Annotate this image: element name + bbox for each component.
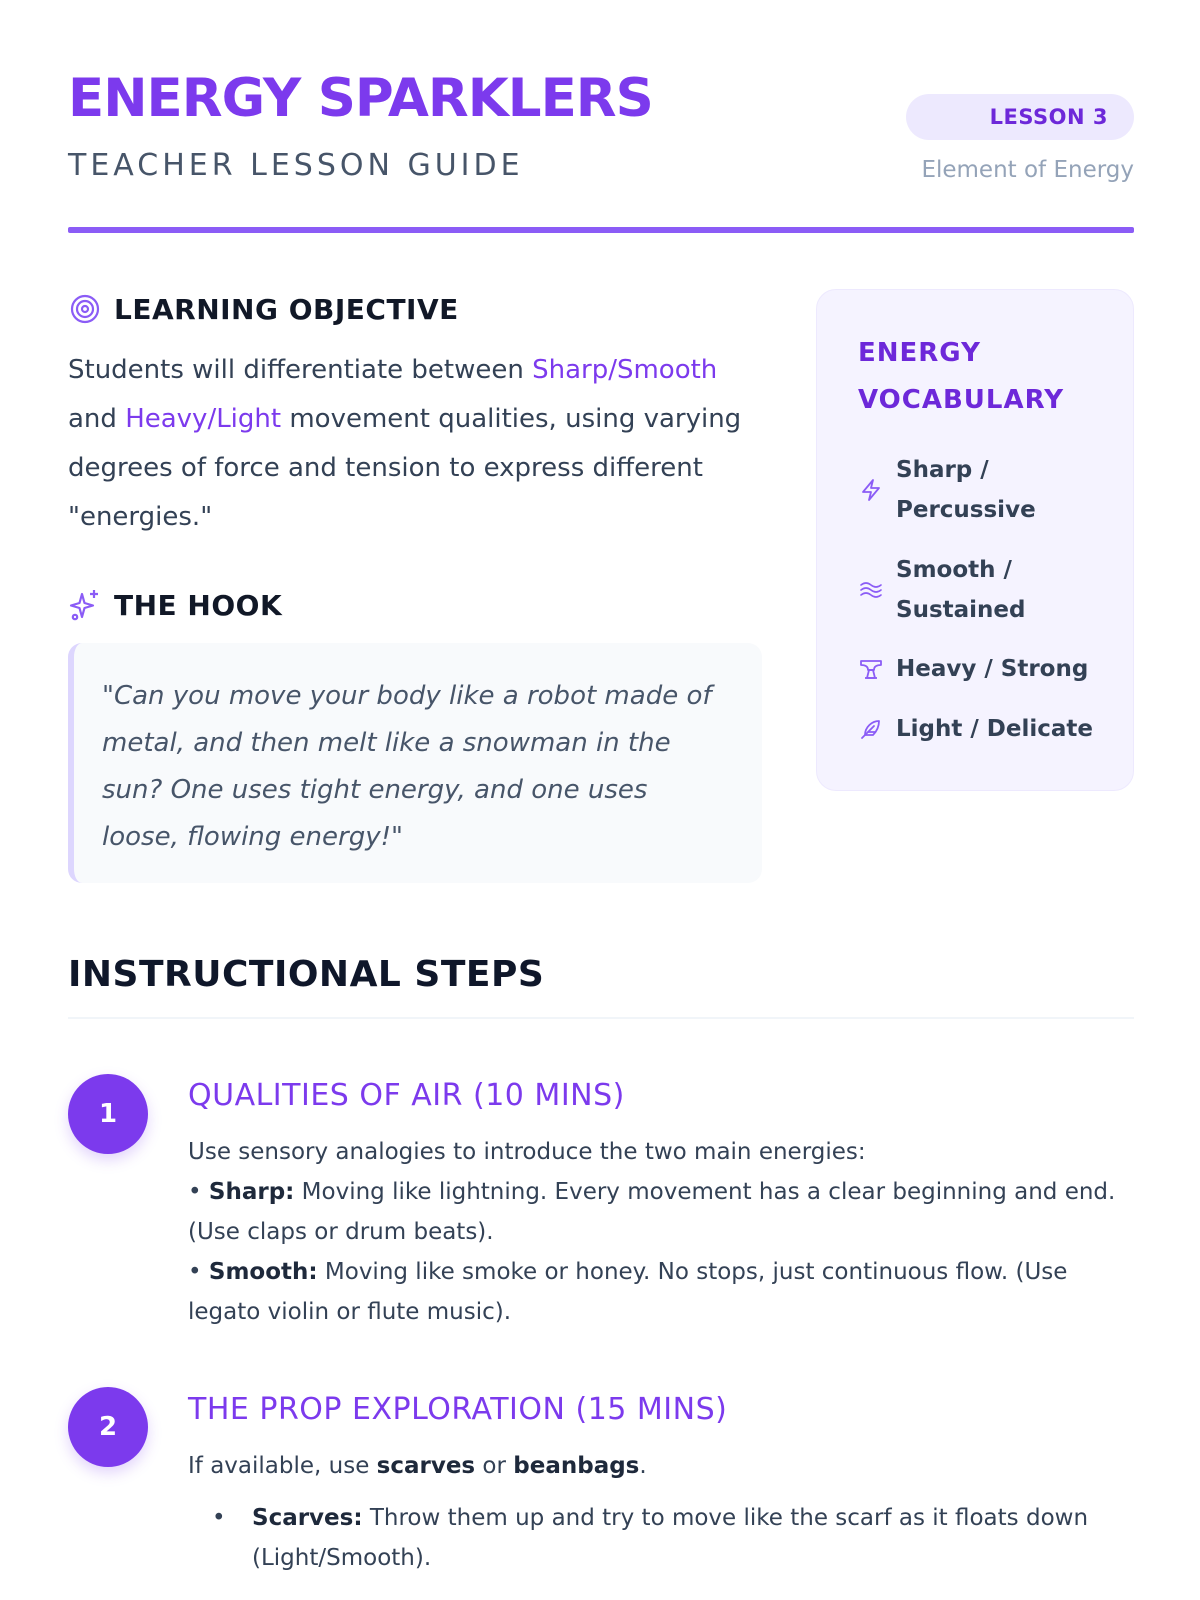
- step-body: [188, 1446, 1138, 1578]
- step-bullet: • Smooth: Moving like smoke or honey. No stops, just continuous flow. (Use legato violin or flute music).: [188, 1259, 1068, 1325]
- step-bullet-label: Sharp:: [208, 1179, 295, 1205]
- objective-heading-label: LEARNING OBJECTIVE: [114, 292, 459, 326]
- step-intro-bold: scarves: [376, 1453, 476, 1479]
- step-intro-text: .: [639, 1453, 647, 1479]
- step-number: 2: [68, 1387, 148, 1467]
- step-bullet-label: Scarves:: [252, 1505, 363, 1531]
- feather-icon: [858, 717, 884, 741]
- objective-highlight-sharp-smooth: Sharp/Smooth: [532, 355, 718, 385]
- step-number: 1: [68, 1074, 148, 1154]
- vocab-label: Heavy / Strong: [896, 656, 1089, 682]
- objective-text-part: movement qualities, using varying degrees of force and tension to express different "energies.": [68, 404, 742, 532]
- vocab-label: Smooth /: [896, 557, 1012, 583]
- step-bullet-text: Moving like lightning. Every movement has a clear beginning and end. (Use claps or drum beats).: [188, 1179, 1116, 1245]
- vocab-item-light: [858, 709, 1093, 749]
- lesson-header: [68, 66, 1134, 236]
- page-title: ENERGY SPARKLERS: [68, 68, 653, 129]
- steps-title: INSTRUCTIONAL STEPS: [68, 954, 545, 995]
- anvil-icon: [858, 658, 884, 680]
- objective-heading: [68, 292, 459, 326]
- hook-heading: [68, 588, 282, 622]
- step-bullet: • Sharp: Moving like lightning. Every movement has a clear beginning and end. (Use claps or drum beats).: [188, 1179, 1116, 1245]
- step-intro-text: If available, use: [188, 1453, 377, 1479]
- vocab-label: Light / Delicate: [896, 716, 1093, 742]
- page-subtitle: TEACHER LESSON GUIDE: [68, 148, 524, 183]
- vocab-item-heavy: [858, 649, 1088, 689]
- step-body: [188, 1132, 1138, 1332]
- lesson-name: Element of Energy: [921, 157, 1134, 183]
- step-intro-text: or: [475, 1453, 514, 1479]
- objective-text-part: Students will differentiate between: [68, 355, 533, 385]
- sparkles-icon: [68, 588, 102, 622]
- step-bullet-text: Throw them up and try to move like the scarf as it floats down (Light/Smooth).: [252, 1505, 1089, 1571]
- vocab-item-smooth: [858, 550, 1025, 630]
- step-intro: [188, 1446, 1138, 1486]
- list-item: [212, 1498, 1138, 1578]
- objective-text: [68, 346, 768, 542]
- step-intro-bold: beanbags: [513, 1453, 640, 1479]
- target-icon: [68, 292, 102, 326]
- vocabulary-card: [816, 289, 1134, 791]
- lightning-icon: [858, 478, 884, 502]
- vocab-label: Percussive: [896, 497, 1036, 523]
- hook-quote: "Can you move your body like a robot made of metal, and then melt like a snowman in the sun? One uses tight energy, and one uses loose, flowing energy!": [102, 681, 712, 852]
- step-title: QUALITIES OF AIR (10 MINS): [188, 1078, 625, 1113]
- lesson-badge: LESSON 3: [906, 94, 1134, 140]
- hook-quote-box: [68, 643, 762, 883]
- steps-divider: [68, 1017, 1134, 1019]
- vocab-label: Sharp /: [896, 457, 989, 483]
- step-bullet-text: Moving like smoke or honey. No stops, just continuous flow. (Use legato violin or flute music).: [188, 1259, 1068, 1325]
- vocab-item-sharp: [858, 450, 1036, 530]
- step-bullet-label: Smooth:: [208, 1259, 318, 1285]
- vocabulary-title: ENERGY VOCABULARY: [858, 338, 1065, 415]
- prop-list: [188, 1498, 1138, 1578]
- waves-icon: [858, 581, 884, 599]
- hook-heading-label: THE HOOK: [114, 588, 283, 622]
- header-divider: [68, 227, 1134, 233]
- step-title: THE PROP EXPLORATION (15 MINS): [188, 1392, 728, 1427]
- step-intro: Use sensory analogies to introduce the two main energies:: [188, 1139, 866, 1165]
- vocab-label: Sustained: [896, 597, 1026, 623]
- objective-text-part: and: [68, 404, 126, 434]
- objective-highlight-heavy-light: Heavy/Light: [125, 404, 282, 434]
